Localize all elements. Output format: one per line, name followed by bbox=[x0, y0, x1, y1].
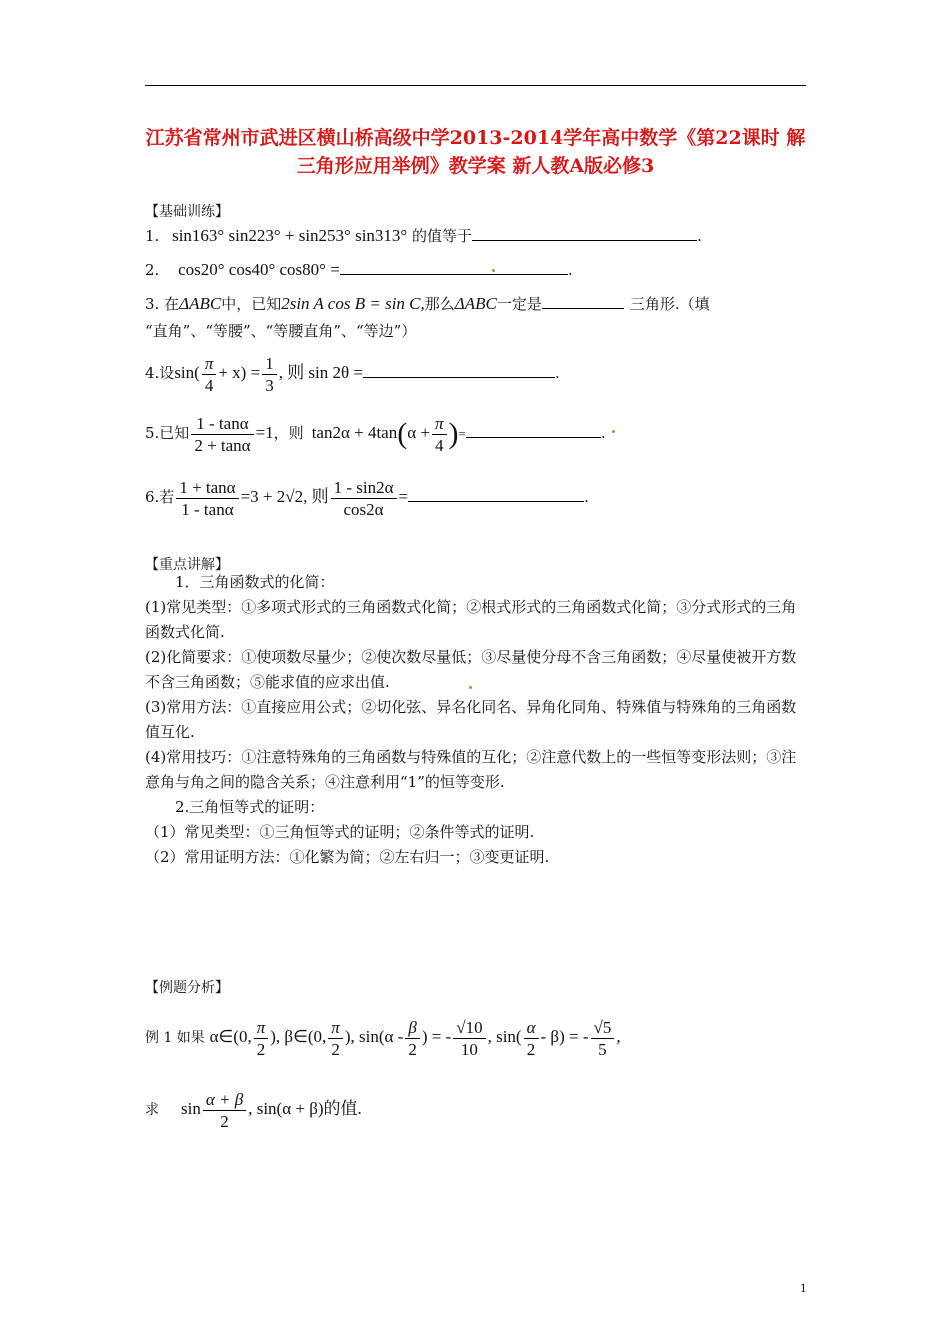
q3-prefix: 3. 在 bbox=[145, 295, 180, 313]
ex1-comma: , bbox=[616, 1027, 621, 1046]
section-examples: 【例题分析】 bbox=[145, 980, 229, 996]
q3-triangle-2: ΔABC bbox=[454, 294, 497, 313]
ex1-eq: ) = - bbox=[421, 1027, 452, 1046]
key-points-body bbox=[145, 570, 808, 870]
q3-equation: 2sin A cos B = sin C, bbox=[281, 294, 425, 313]
ex1-sin-part-2: , sin( bbox=[487, 1027, 522, 1046]
q4-pi-over-4 bbox=[202, 353, 217, 396]
ex1-tail: , sin(α + β)的值. bbox=[248, 1099, 362, 1118]
q4-four: 4 bbox=[204, 375, 214, 395]
ex1-sin: sin bbox=[181, 1099, 201, 1118]
q6-eq2: = bbox=[398, 487, 409, 506]
question-4 bbox=[145, 350, 560, 396]
stray-dot bbox=[492, 269, 495, 272]
question-5 bbox=[145, 410, 606, 457]
ex1-beta-over-2 bbox=[405, 1017, 420, 1060]
ex1-pi-b: π bbox=[328, 1017, 343, 1039]
q3-triangle: ΔABC bbox=[179, 294, 222, 313]
q4-sin: sin( bbox=[174, 363, 200, 382]
q5-alpha-plus: α + bbox=[407, 423, 430, 442]
q6-numerator: 1 + tanα bbox=[176, 477, 238, 499]
q6-fraction bbox=[176, 477, 238, 520]
q5-eq: =1 bbox=[255, 423, 274, 442]
q6-denominator-2: cos2α bbox=[343, 499, 384, 519]
ex1-sqrt10-over-10 bbox=[453, 1017, 485, 1060]
header-rule bbox=[145, 85, 806, 86]
kp-heading-1: 1．三角函数式的化简： bbox=[175, 573, 335, 591]
ex1-ten: 10 bbox=[460, 1039, 478, 1059]
q1-tail: 的值等于 bbox=[412, 227, 473, 245]
page-number: 1 bbox=[800, 1280, 807, 1295]
q3-given: 中，已知 bbox=[221, 295, 282, 313]
ex1-sqrt5: √5 bbox=[591, 1017, 615, 1039]
q3-answer-blank[interactable] bbox=[542, 294, 624, 309]
ex1-beta: β bbox=[405, 1017, 420, 1039]
q1-end: . bbox=[697, 227, 702, 245]
q5-fraction bbox=[191, 413, 253, 456]
ex1-two-b: 2 bbox=[331, 1039, 340, 1059]
question-3 bbox=[145, 294, 710, 314]
q4-one-third bbox=[262, 353, 277, 396]
q5-four: 4 bbox=[434, 435, 444, 455]
ex1-alpha-plus-beta: α + β bbox=[203, 1089, 246, 1111]
q1-expression: sin163° sin223° + sin253° sin313° bbox=[172, 226, 408, 245]
q5-pi-over-4 bbox=[432, 413, 447, 456]
ex1-sqrt10: √10 bbox=[453, 1017, 485, 1039]
q3-must-be: 一定是 bbox=[496, 295, 542, 313]
ex1-sqrt5-over-5 bbox=[591, 1017, 615, 1060]
ex1-alpha: α bbox=[524, 1017, 539, 1039]
q3-then: 那么 bbox=[424, 295, 455, 313]
example-1-ask bbox=[145, 1084, 362, 1135]
q6-denominator: 1 - tanα bbox=[181, 499, 234, 519]
ex1-five: 5 bbox=[598, 1039, 607, 1059]
question-2 bbox=[145, 260, 573, 280]
q3-suffix: 三角形.（填 bbox=[629, 295, 710, 313]
document-title: 江苏省常州市武进区横山桥高级中学2013-2014学年高中数学《第22课时 解三角形应用举例》教学案 新人教A版必修3 bbox=[145, 127, 806, 177]
q1-number: 1. bbox=[145, 227, 160, 245]
kp-paragraph-3: (3)常用方法：①直接应用公式；②切化弦、异名化同名、异角化同角、特殊值与特殊角的三角函数值互化. bbox=[145, 698, 797, 741]
example-1 bbox=[145, 1012, 621, 1063]
q5-then: ，则 bbox=[273, 424, 304, 442]
q1-answer-blank[interactable] bbox=[472, 226, 697, 241]
section-key-points: 【重点讲解】 bbox=[145, 557, 229, 573]
q4-mid: + x) = bbox=[218, 363, 261, 382]
kp-paragraph-1: (1)常见类型：①多项式形式的三角函数式化简；②根式形式的三角函数式化简；③分式形式的三角函数式化简. bbox=[145, 598, 797, 641]
ex1-beta-range: ), β∈(0, bbox=[270, 1027, 327, 1046]
q2-end: . bbox=[567, 261, 573, 279]
ex1-sin-part: ), sin(α - bbox=[344, 1027, 404, 1046]
q5-expression: tan2α + 4tan bbox=[311, 423, 398, 442]
ex1-alpha-over-2 bbox=[524, 1017, 539, 1060]
ex1-two: 2 bbox=[256, 1039, 266, 1059]
q4-prefix: 4.设 bbox=[145, 364, 175, 382]
ex1-two-d: 2 bbox=[526, 1039, 536, 1059]
question-6 bbox=[145, 474, 589, 520]
kp-paragraph-2: (2)化简要求：①使项数尽量少；②使次数尽量低；③尽量使分母不含三角函数；④尽量使被开方数不含三角函数；⑤能求值的应求出值. bbox=[145, 648, 797, 691]
ex1-two-e: 2 bbox=[220, 1111, 229, 1131]
stray-dot bbox=[612, 430, 615, 433]
q6-eq: =3 + 2√2, 则 bbox=[240, 487, 329, 506]
q4-one: 1 bbox=[262, 353, 277, 375]
ex1-pi-over-2-b bbox=[328, 1017, 343, 1060]
ex1-alpha-range: α∈(0, bbox=[209, 1027, 252, 1046]
q5-end: . bbox=[600, 424, 606, 442]
ex1-pi-over-2 bbox=[254, 1017, 269, 1060]
q6-answer-blank[interactable] bbox=[408, 487, 584, 502]
q4-end: . bbox=[555, 364, 560, 382]
q2-number: 2. bbox=[145, 261, 160, 279]
section-basic-training: 【基础训练】 bbox=[145, 204, 229, 220]
q6-numerator-2: 1 - sin2α bbox=[331, 477, 397, 499]
kp-paragraph-5: （1）常见类型：①三角恒等式的证明；②条件等式的证明. bbox=[145, 823, 535, 841]
q5-eq2: = bbox=[458, 426, 466, 441]
q5-right-paren: ) bbox=[448, 417, 459, 450]
q4-pi: π bbox=[202, 353, 217, 375]
q5-left-paren: ( bbox=[397, 417, 408, 450]
stray-dot bbox=[469, 686, 472, 689]
ex1-label: 例 1 如果 bbox=[145, 1030, 205, 1046]
q6-prefix: 6.若 bbox=[145, 488, 175, 506]
q5-pi: π bbox=[432, 413, 447, 435]
q2-answer-blank[interactable] bbox=[340, 260, 568, 275]
q5-denominator: 2 + tanα bbox=[194, 435, 251, 455]
q5-numerator: 1 - tanα bbox=[191, 413, 253, 435]
ex1-two-c: 2 bbox=[408, 1039, 417, 1059]
question-1 bbox=[145, 226, 702, 246]
ex1-ask: 求 bbox=[145, 1102, 159, 1118]
q5-answer-blank[interactable] bbox=[466, 423, 601, 438]
q3-options: “直角”、“等腰”、“等腰直角”、“等边”） bbox=[145, 322, 417, 340]
q4-tail: , 则 sin 2θ = bbox=[278, 363, 364, 382]
kp-paragraph-4: (4)常用技巧：①注意特殊角的三角函数与特殊值的互化；②注意代数上的一些恒等变形法则；③注意角与角之间的隐含关系；④注意利用“1”的恒等变形. bbox=[145, 748, 797, 791]
q4-three: 3 bbox=[265, 375, 274, 395]
q5-prefix: 5.已知 bbox=[145, 424, 190, 442]
q2-expression: cos20° cos40° cos80° = bbox=[178, 260, 340, 279]
kp-paragraph-6: （2）常用证明方法：①化繁为简；②左右归一；③变更证明. bbox=[145, 848, 550, 866]
ex1-alpha-plus-beta-over-2 bbox=[203, 1089, 246, 1132]
ex1-pi: π bbox=[254, 1017, 269, 1039]
kp-heading-2: 2.三角恒等式的证明： bbox=[175, 798, 325, 816]
ex1-eq-2: - β) = - bbox=[540, 1027, 589, 1046]
q6-fraction-2 bbox=[331, 477, 397, 520]
q6-end: . bbox=[584, 488, 589, 506]
q4-answer-blank[interactable] bbox=[363, 363, 555, 378]
